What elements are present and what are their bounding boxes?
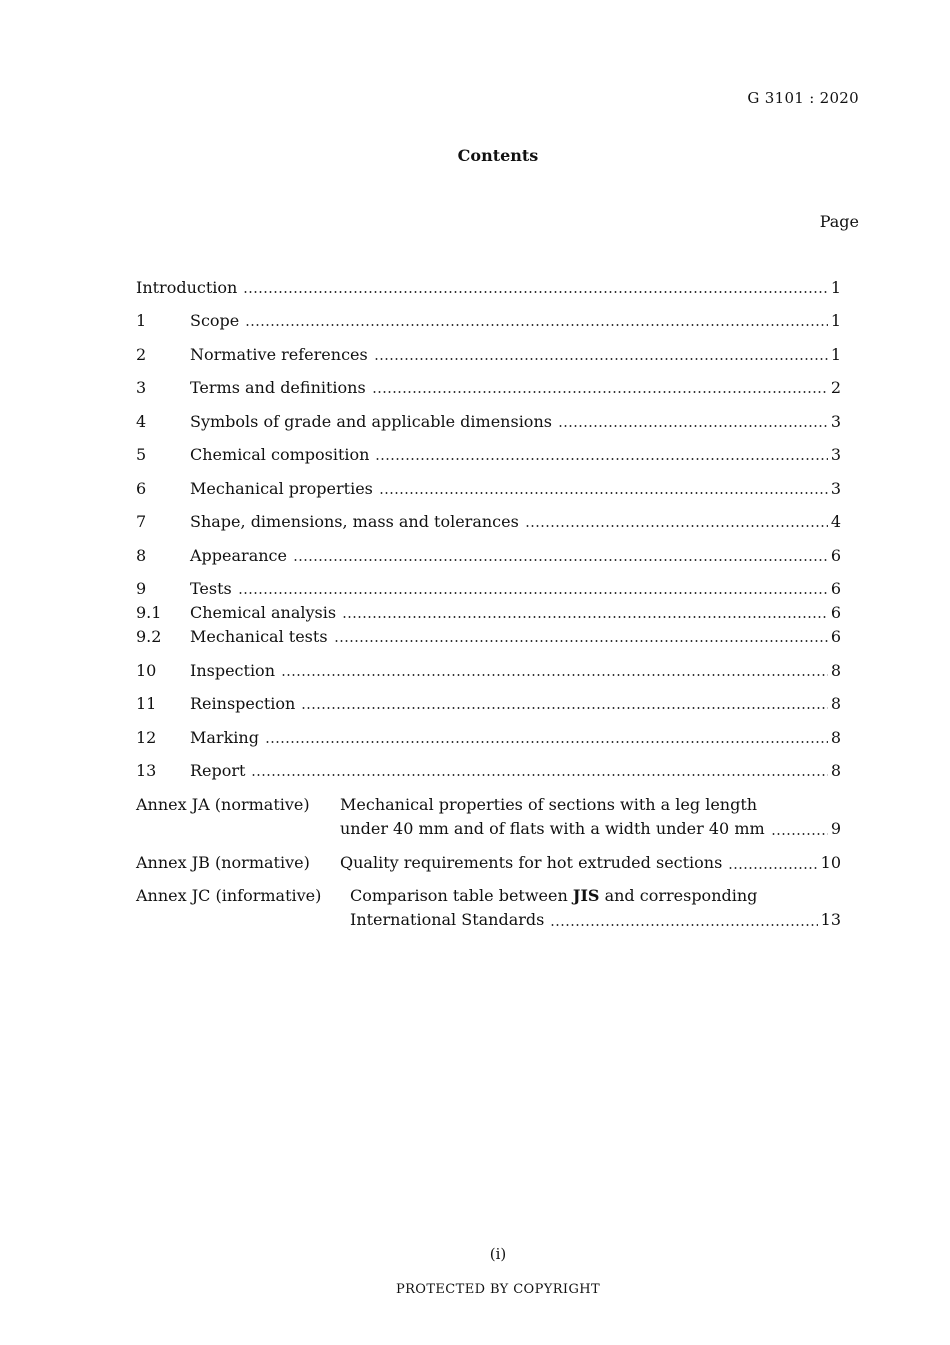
leader-dots <box>251 774 827 776</box>
toc-entry-page: 1 <box>830 311 841 330</box>
leader-dots <box>550 924 817 926</box>
toc-entry[interactable] <box>136 760 841 782</box>
toc-entry-page: 4 <box>830 512 841 531</box>
toc-entry[interactable] <box>136 377 841 399</box>
toc-entry-page: 3 <box>830 479 841 498</box>
leader-dots <box>525 525 828 527</box>
leader-dots <box>281 674 828 676</box>
leader-dots <box>265 741 828 743</box>
toc-entry-introduction[interactable] <box>136 277 841 299</box>
copyright-notice: PROTECTED BY COPYRIGHT <box>395 1282 601 1297</box>
annex-jb-title[interactable] <box>340 851 841 875</box>
toc-entry-title: Introduction <box>136 278 238 297</box>
toc-entry-page: 3 <box>830 445 841 464</box>
toc-entry[interactable] <box>136 602 841 624</box>
toc-entry-title: Inspection <box>190 661 275 680</box>
toc-entry-number: 8 <box>136 546 147 565</box>
toc-entry[interactable] <box>136 545 841 567</box>
toc-entry-title: Terms and definitions <box>190 378 366 397</box>
leader-dots <box>728 867 817 869</box>
toc-entry-page: 6 <box>830 579 841 598</box>
toc-entry-title: Scope <box>190 311 240 330</box>
toc-entry[interactable] <box>136 444 841 466</box>
annex-title-text: Comparison table between JIS and corresponding <box>350 886 758 905</box>
toc-entry-number: 9.1 <box>136 603 162 622</box>
toc-entry-number: 10 <box>136 661 157 680</box>
toc-entry[interactable] <box>136 310 841 332</box>
annex-jc-title-line2[interactable] <box>350 908 841 932</box>
toc-entry-number: 12 <box>136 728 157 747</box>
toc-entry[interactable] <box>136 578 841 600</box>
toc-entry-title: Shape, dimensions, mass and tolerances <box>190 512 519 531</box>
toc-entry-title: Appearance <box>190 546 287 565</box>
toc-entry-number: 11 <box>136 694 157 713</box>
jis-bold: JIS <box>572 886 600 905</box>
annex-page: 9 <box>830 819 841 838</box>
toc-entry-title: Marking <box>190 728 259 747</box>
toc-entry-page: 2 <box>830 378 841 397</box>
toc-entry-page: 1 <box>830 278 841 297</box>
toc-entry-title: Symbols of grade and applicable dimensions <box>190 412 552 431</box>
toc-entry-number: 1 <box>136 311 147 330</box>
toc-entry[interactable] <box>136 411 841 433</box>
toc-entry-page: 6 <box>830 603 841 622</box>
toc-entry-number: 13 <box>136 761 157 780</box>
toc-entry-page: 8 <box>830 661 841 680</box>
toc-entry[interactable] <box>136 478 841 500</box>
toc-entry-page: 3 <box>830 412 841 431</box>
annex-jb-label: Annex JB (normative) <box>136 853 310 872</box>
leader-dots <box>301 707 828 709</box>
toc-entry-title: Normative references <box>190 345 368 364</box>
leader-dots <box>334 640 828 642</box>
annex-title-text: under 40 mm and of flats with a width under 40 mm <box>340 819 765 838</box>
leader-dots <box>558 425 828 427</box>
toc-entry-title: Mechanical properties <box>190 479 373 498</box>
toc-entry-title: Chemical analysis <box>190 603 337 622</box>
leader-dots <box>374 358 828 360</box>
leader-dots <box>243 291 827 293</box>
annex-title-text: Quality requirements for hot extruded sections <box>340 853 723 872</box>
toc-entry[interactable] <box>136 511 841 533</box>
leader-dots <box>342 616 828 618</box>
leader-dots <box>238 592 828 594</box>
toc-entry[interactable] <box>136 660 841 682</box>
annex-ja-title-line1[interactable] <box>340 793 757 817</box>
toc-entry-page: 1 <box>830 345 841 364</box>
leader-dots <box>293 559 828 561</box>
leader-dots <box>372 391 828 393</box>
toc-entry-number: 9 <box>136 579 147 598</box>
toc-entry-number: 3 <box>136 378 147 397</box>
page-column-heading: Page <box>819 212 859 231</box>
toc-entry-title: Chemical composition <box>190 445 370 464</box>
page-folio: (i) <box>489 1245 507 1263</box>
toc-entry-page: 8 <box>830 694 841 713</box>
toc-entry-title: Report <box>190 761 246 780</box>
toc-entry-page: 8 <box>830 761 841 780</box>
toc-entry-number: 4 <box>136 412 147 431</box>
toc-entry[interactable] <box>136 727 841 749</box>
annex-jc-label: Annex JC (informative) <box>136 886 322 905</box>
annex-title-text: International Standards <box>350 910 545 929</box>
toc-entry-title: Reinspection <box>190 694 296 713</box>
toc-entry-title: Tests <box>190 579 232 598</box>
toc-entry-page: 6 <box>830 627 841 646</box>
leader-dots <box>375 458 827 460</box>
toc-entry-number: 6 <box>136 479 147 498</box>
toc-entry[interactable] <box>136 693 841 715</box>
annex-ja-label: Annex JA (normative) <box>136 795 310 814</box>
toc-entry-number: 9.2 <box>136 627 162 646</box>
toc-entry-page: 8 <box>830 728 841 747</box>
annex-page: 13 <box>820 910 841 929</box>
annex-jc-title-line1[interactable] <box>350 884 757 908</box>
toc-entry[interactable] <box>136 626 841 648</box>
leader-dots <box>771 833 828 835</box>
annex-title-text: Mechanical properties of sections with a leg length <box>340 795 758 814</box>
toc-entry-number: 2 <box>136 345 147 364</box>
toc-entry-number: 7 <box>136 512 147 531</box>
annex-page: 10 <box>820 853 841 872</box>
toc-entry-title: Mechanical tests <box>190 627 328 646</box>
leader-dots <box>379 492 828 494</box>
toc-entry[interactable] <box>136 344 841 366</box>
toc-entry-number: 5 <box>136 445 147 464</box>
leader-dots <box>245 324 828 326</box>
contents-title: Contents <box>457 146 539 165</box>
toc-entry-page: 6 <box>830 546 841 565</box>
annex-ja-title-line2[interactable] <box>340 817 841 841</box>
standard-code: G 3101 : 2020 <box>747 89 859 107</box>
